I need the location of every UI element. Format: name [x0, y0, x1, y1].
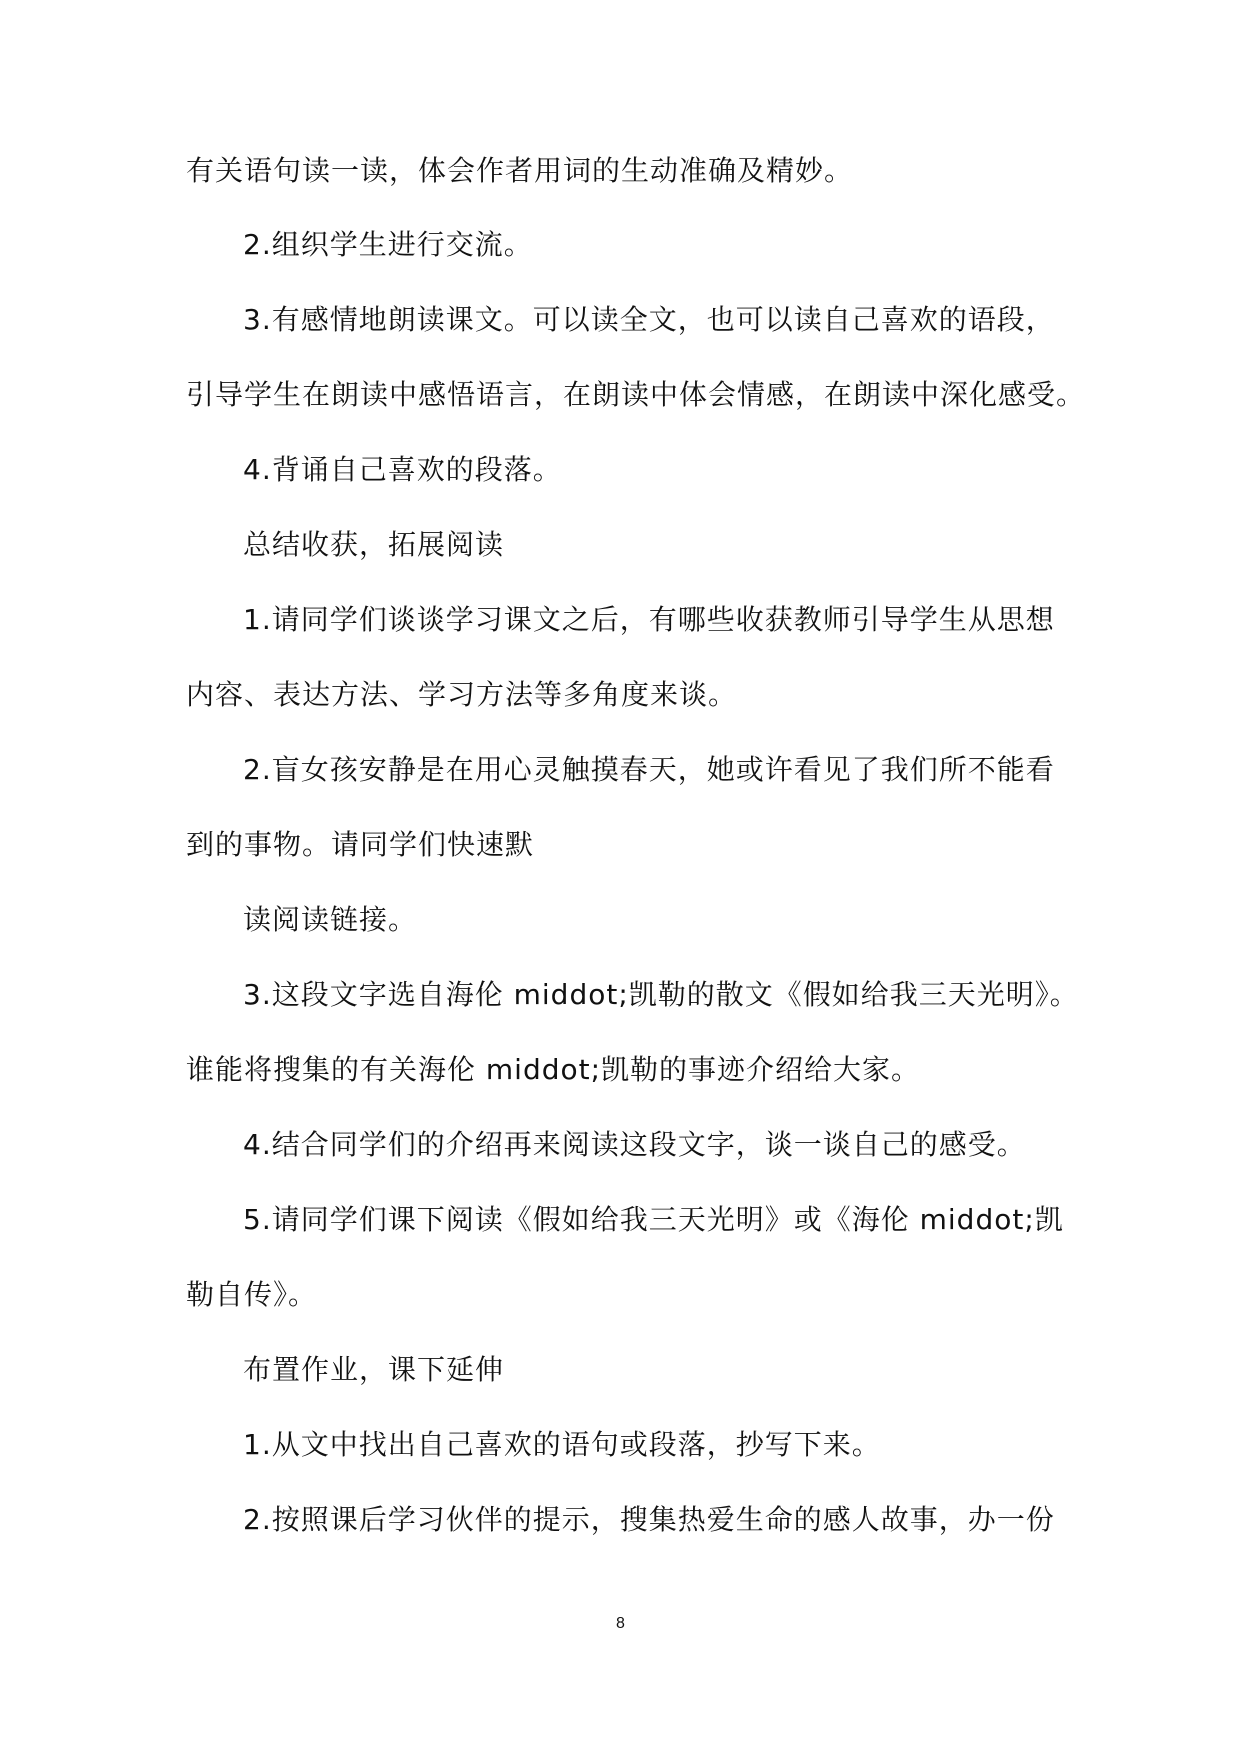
text-line: 1.请同学们谈谈学习课文之后，有哪些收获教师引导学生从思想 — [243, 603, 1055, 636]
text-line: 2.组织学生进行交流。 — [243, 228, 533, 261]
text-line: 1.从文中找出自己喜欢的语句或段落，抄写下来。 — [243, 1428, 881, 1461]
text-line: 谁能将搜集的有关海伦 middot;凯勒的事迹介绍给大家。 — [186, 1053, 921, 1086]
text-line: 5.请同学们课下阅读《假如给我三天光明》或《海伦 middot;凯 — [243, 1203, 1064, 1236]
text-line: 内容、表达方法、学习方法等多角度来谈。 — [186, 678, 738, 711]
text-line: 读阅读链接。 — [243, 903, 418, 936]
text-line: 到的事物。请同学们快速默 — [186, 828, 535, 861]
text-line: 有关语句读一读，体会作者用词的生动准确及精妙。 — [186, 154, 854, 187]
text-line: 2.按照课后学习伙伴的提示，搜集热爱生命的感人故事，办一份 — [243, 1503, 1055, 1536]
page-number: 8 — [616, 1615, 625, 1632]
text-line: 2.盲女孩安静是在用心灵触摸春天，她或许看见了我们所不能看 — [243, 753, 1055, 786]
text-line: 引导学生在朗读中感悟语言，在朗读中体会情感，在朗读中深化感受。 — [186, 378, 1086, 411]
section-heading: 布置作业，课下延伸 — [243, 1353, 505, 1386]
text-line: 4.背诵自己喜欢的段落。 — [243, 453, 562, 486]
text-line: 勒自传》。 — [186, 1278, 318, 1311]
text-line: 3.这段文字选自海伦 middot;凯勒的散文《假如给我三天光明》。 — [243, 978, 1079, 1011]
text-line: 4.结合同学们的介绍再来阅读这段文字，谈一谈自己的感受。 — [243, 1128, 1026, 1161]
section-heading: 总结收获，拓展阅读 — [243, 528, 505, 561]
text-line: 3.有感情地朗读课文。可以读全文，也可以读自己喜欢的语段， — [243, 303, 1055, 336]
